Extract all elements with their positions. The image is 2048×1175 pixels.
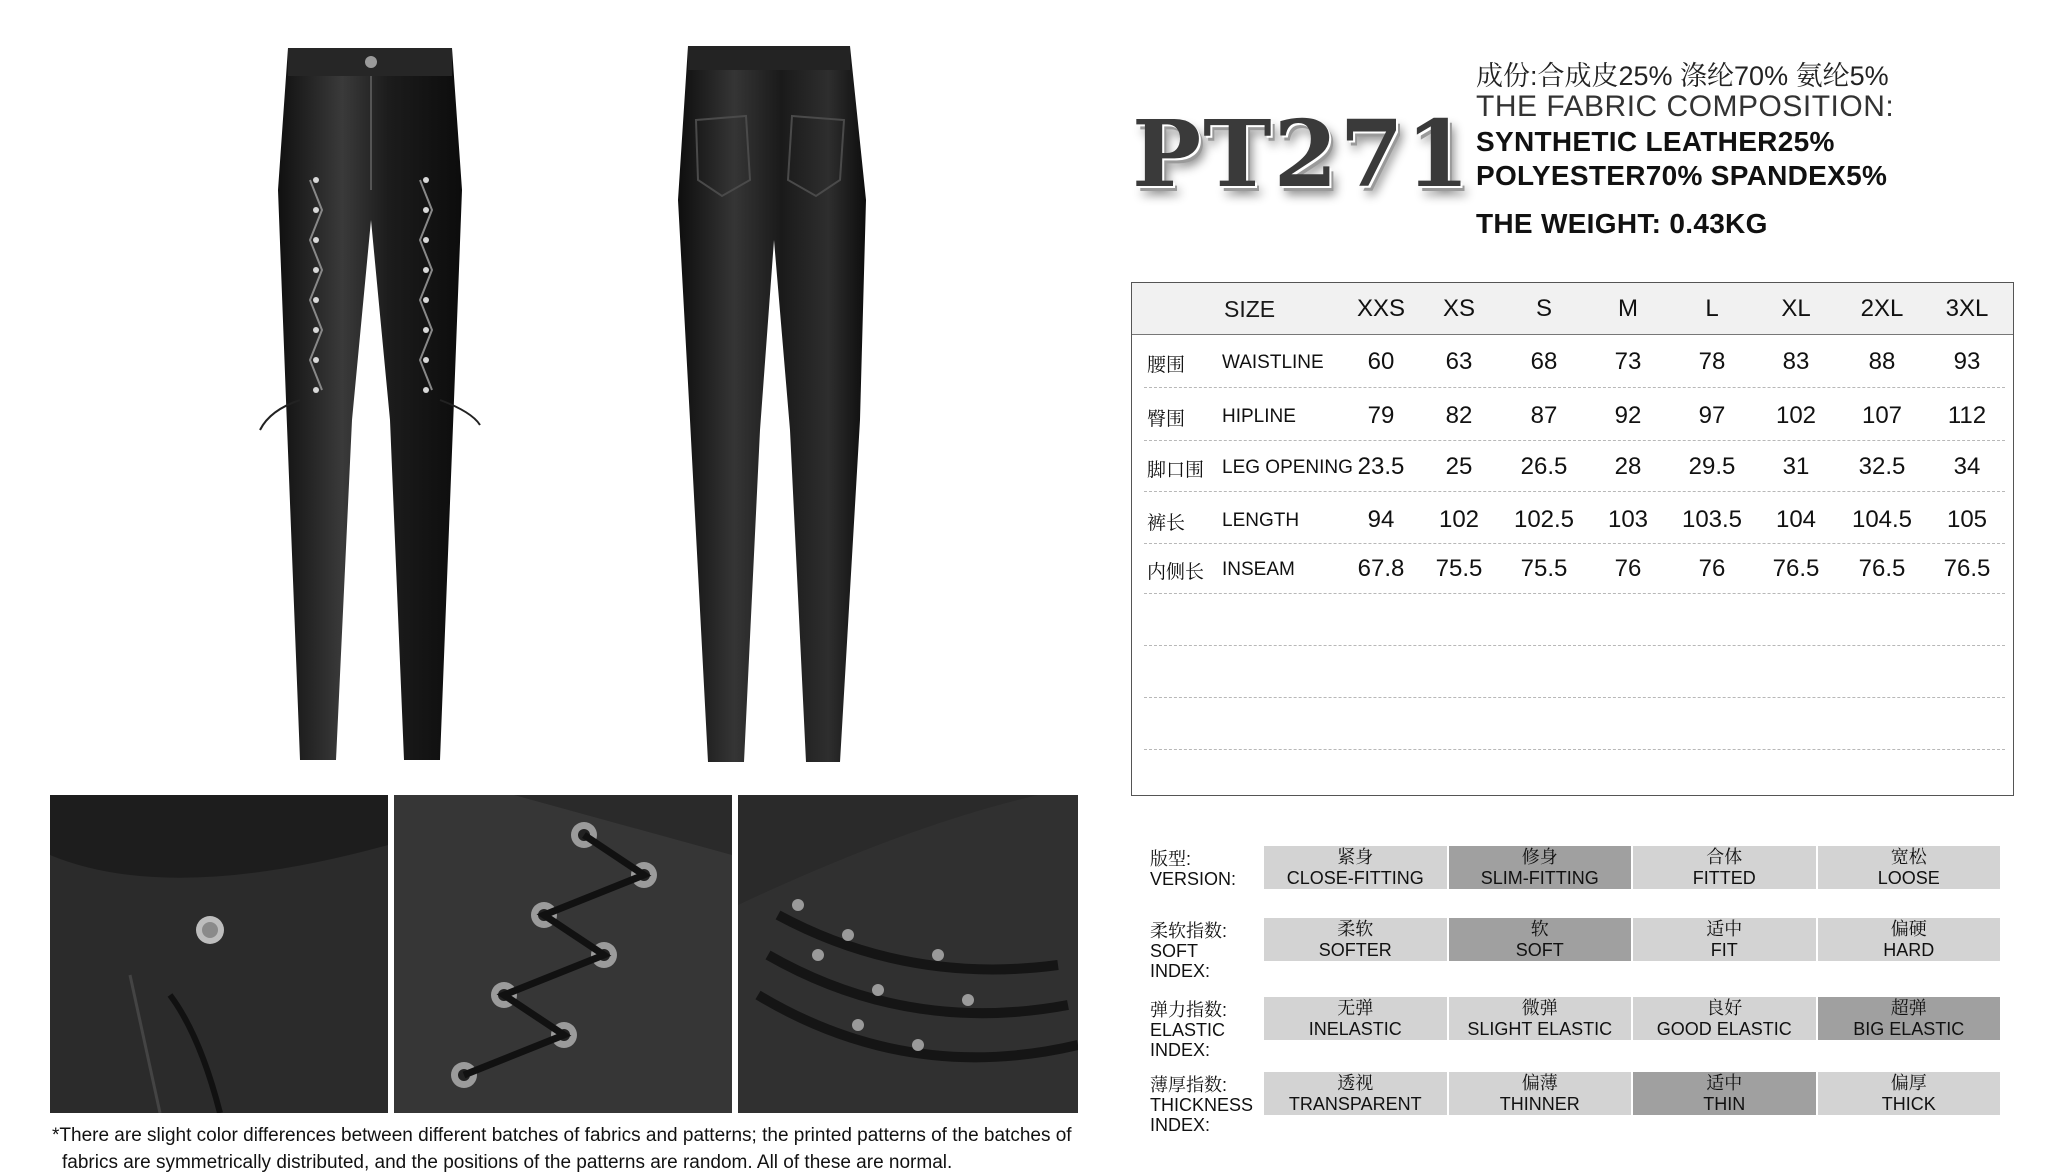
table-cell: 25 (1445, 453, 1473, 480)
option-en: SOFTER (1318, 940, 1392, 960)
table-cell: 60 (1367, 348, 1395, 375)
table-cell: 29.5 (1688, 453, 1736, 480)
index-option (1264, 1072, 1447, 1115)
index-option (1264, 918, 1447, 961)
table-cell: 97 (1698, 402, 1726, 429)
index-option-active (1449, 918, 1632, 961)
table-cell: 23.5 (1357, 453, 1405, 480)
table-cell: 76.5 (1943, 555, 1991, 582)
thickness-index-bar (1264, 1072, 2000, 1115)
table-cell: 103.5 (1681, 506, 1743, 533)
product-weight: THE WEIGHT: 0.43KG (1476, 208, 1768, 239)
composition-cn: 成份:合成皮25% 涤纶70% 氨纶5% (1476, 61, 1889, 91)
table-cell: 28 (1614, 453, 1642, 480)
index-label-en: INDEX: (1150, 1040, 1211, 1060)
option-en: CLOSE-FITTING (1286, 868, 1424, 888)
row-label-cn: 脚口围 (1147, 460, 1205, 481)
option-en: LOOSE (1877, 868, 1940, 888)
size-col-header: S (1535, 295, 1553, 322)
option-cn: 无弹 (1337, 998, 1374, 1018)
row-label-en: LENGTH (1222, 510, 1300, 531)
disclaimer-footnote (52, 1122, 1132, 1175)
index-label-soft (1150, 921, 1227, 981)
table-cell: 76 (1614, 555, 1642, 582)
table-cell: 75.5 (1520, 555, 1568, 582)
index-label-cn: 柔软指数: (1150, 921, 1228, 941)
index-label-en: INDEX: (1150, 1115, 1211, 1135)
row-divider (1144, 645, 2005, 646)
option-en: THICK (1881, 1094, 1936, 1114)
option-cn: 超弹 (1890, 998, 1927, 1018)
index-option (1264, 846, 1447, 889)
row-divider (1144, 440, 2005, 441)
fabric-composition (1476, 54, 2036, 240)
table-cell: 31 (1782, 453, 1810, 480)
detail-photo-studs (738, 795, 1078, 1113)
size-chart-table (1131, 282, 2014, 796)
index-label-cn: 版型: (1150, 849, 1192, 869)
table-cell: 87 (1530, 402, 1558, 429)
option-cn: 适中 (1706, 1073, 1743, 1093)
product-code: PT271 (1132, 100, 1472, 208)
row-label-en: LEG OPENING (1222, 457, 1353, 478)
option-cn: 紧身 (1337, 847, 1374, 867)
option-en: SOFT (1515, 940, 1564, 960)
index-label-version (1150, 849, 1236, 889)
composition-line-2: POLYESTER70% SPANDEX5% (1476, 160, 1888, 191)
table-cell: 82 (1445, 402, 1473, 429)
table-cell: 79 (1367, 402, 1395, 429)
table-cell: 75.5 (1435, 555, 1483, 582)
option-cn: 柔软 (1337, 919, 1374, 939)
table-cell: 73 (1614, 348, 1642, 375)
option-en: FITTED (1692, 868, 1756, 888)
table-cell: 107 (1861, 402, 1903, 429)
index-label-en: ELASTIC (1150, 1020, 1226, 1040)
table-cell: 104 (1775, 506, 1817, 533)
table-cell: 102 (1438, 506, 1480, 533)
table-cell: 93 (1953, 348, 1981, 375)
option-en: HARD (1883, 940, 1935, 960)
option-en: BIG ELASTIC (1853, 1019, 1965, 1039)
detail-photo-button (50, 795, 388, 1113)
table-cell: 32.5 (1858, 453, 1906, 480)
option-en: INELASTIC (1308, 1019, 1402, 1039)
row-label-cn: 臀围 (1147, 409, 1186, 430)
row-divider (1144, 697, 2005, 698)
pants-front-photo (240, 40, 500, 770)
index-label-en: INDEX: (1150, 961, 1211, 981)
option-cn: 修身 (1521, 847, 1558, 867)
table-cell: 94 (1367, 506, 1395, 533)
table-cell: 67.8 (1357, 555, 1405, 582)
option-en: GOOD ELASTIC (1656, 1019, 1792, 1039)
option-en: SLIGHT ELASTIC (1467, 1019, 1613, 1039)
row-label-en: HIPLINE (1222, 406, 1296, 427)
size-col-header: M (1618, 295, 1638, 322)
option-en: TRANSPARENT (1288, 1094, 1422, 1114)
row-divider (1144, 543, 2005, 544)
table-cell: 83 (1782, 348, 1810, 375)
table-cell: 105 (1946, 506, 1988, 533)
table-cell: 76.5 (1858, 555, 1906, 582)
index-option (1633, 846, 1816, 889)
table-cell: 76.5 (1772, 555, 1820, 582)
size-col-header: L (1705, 295, 1719, 322)
row-label-cn: 腰围 (1147, 355, 1186, 376)
row-divider (1144, 593, 2005, 594)
option-cn: 偏薄 (1521, 1073, 1558, 1093)
index-option-active (1818, 997, 2001, 1040)
footnote-line-2: fabrics are symmetrically distributed, and the positions of the patterns are random. All of these are normal. (62, 1152, 953, 1173)
index-option (1818, 846, 2001, 889)
table-cell: 76 (1698, 555, 1726, 582)
table-cell: 34 (1953, 453, 1981, 480)
index-label-en: THICKNESS (1150, 1095, 1254, 1115)
option-cn: 适中 (1706, 919, 1743, 939)
index-option (1818, 1072, 2001, 1115)
row-label-cn: 裤长 (1147, 513, 1186, 534)
table-cell: 68 (1530, 348, 1558, 375)
row-divider (1144, 491, 2005, 492)
table-cell: 103 (1607, 506, 1649, 533)
option-cn: 合体 (1706, 847, 1743, 867)
table-cell: 78 (1698, 348, 1726, 375)
table-cell: 104.5 (1851, 506, 1913, 533)
option-cn: 宽松 (1890, 847, 1927, 867)
option-cn: 软 (1530, 919, 1549, 939)
pants-back-photo (660, 40, 910, 770)
row-label-en: WAISTLINE (1222, 352, 1324, 373)
index-option (1449, 997, 1632, 1040)
option-cn: 偏厚 (1890, 1073, 1927, 1093)
size-col-header: XXS (1356, 295, 1406, 322)
row-label-en: INSEAM (1222, 559, 1295, 580)
composition-title: THE FABRIC COMPOSITION: (1476, 90, 1895, 123)
size-col-header: 3XL (1945, 295, 1989, 322)
row-label-cn: 内侧长 (1147, 562, 1205, 583)
table-cell: 92 (1614, 402, 1642, 429)
size-col-header: XL (1781, 295, 1811, 322)
composition-line-1: SYNTHETIC LEATHER25% (1476, 126, 1835, 157)
size-header-label: SIZE (1224, 296, 1276, 322)
option-cn: 微弹 (1521, 998, 1558, 1018)
soft-index-bar (1264, 918, 2000, 961)
row-divider (1144, 387, 2005, 388)
size-col-header: XS (1442, 295, 1476, 322)
index-option (1633, 918, 1816, 961)
table-cell: 88 (1868, 348, 1896, 375)
table-cell: 102 (1775, 402, 1817, 429)
row-divider (1144, 749, 2005, 750)
table-cell: 112 (1947, 402, 1987, 429)
index-option (1818, 918, 2001, 961)
elastic-index-bar (1264, 997, 2000, 1040)
option-cn: 透视 (1337, 1073, 1374, 1093)
table-cell: 102.5 (1513, 506, 1575, 533)
option-en: SLIM-FITTING (1480, 868, 1599, 888)
option-en: FIT (1710, 940, 1738, 960)
size-col-header: 2XL (1860, 295, 1904, 322)
index-option-active (1633, 1072, 1816, 1115)
option-cn: 偏硬 (1890, 919, 1927, 939)
index-option (1633, 997, 1816, 1040)
index-option (1264, 997, 1447, 1040)
option-en: THINNER (1499, 1094, 1580, 1114)
version-index-bar (1264, 846, 2000, 889)
index-label-en: SOFT (1150, 941, 1198, 961)
table-cell: 63 (1445, 348, 1473, 375)
index-option (1449, 1072, 1632, 1115)
index-option-active (1449, 846, 1632, 889)
size-chart-header (1132, 283, 2013, 335)
index-label-en: VERSION: (1150, 869, 1237, 889)
index-label-elastic (1150, 1000, 1227, 1060)
option-cn: 良好 (1706, 998, 1743, 1018)
index-label-cn: 弹力指数: (1150, 1000, 1228, 1020)
table-cell: 26.5 (1520, 453, 1568, 480)
footnote-line-1: *There are slight color differences between different batches of fabrics and patterns; the printed patterns of the batches of (52, 1125, 1072, 1146)
detail-photo-lacing (394, 795, 732, 1113)
index-label-thickness (1150, 1075, 1253, 1135)
option-en: THIN (1703, 1094, 1746, 1114)
index-label-cn: 薄厚指数: (1150, 1075, 1228, 1095)
